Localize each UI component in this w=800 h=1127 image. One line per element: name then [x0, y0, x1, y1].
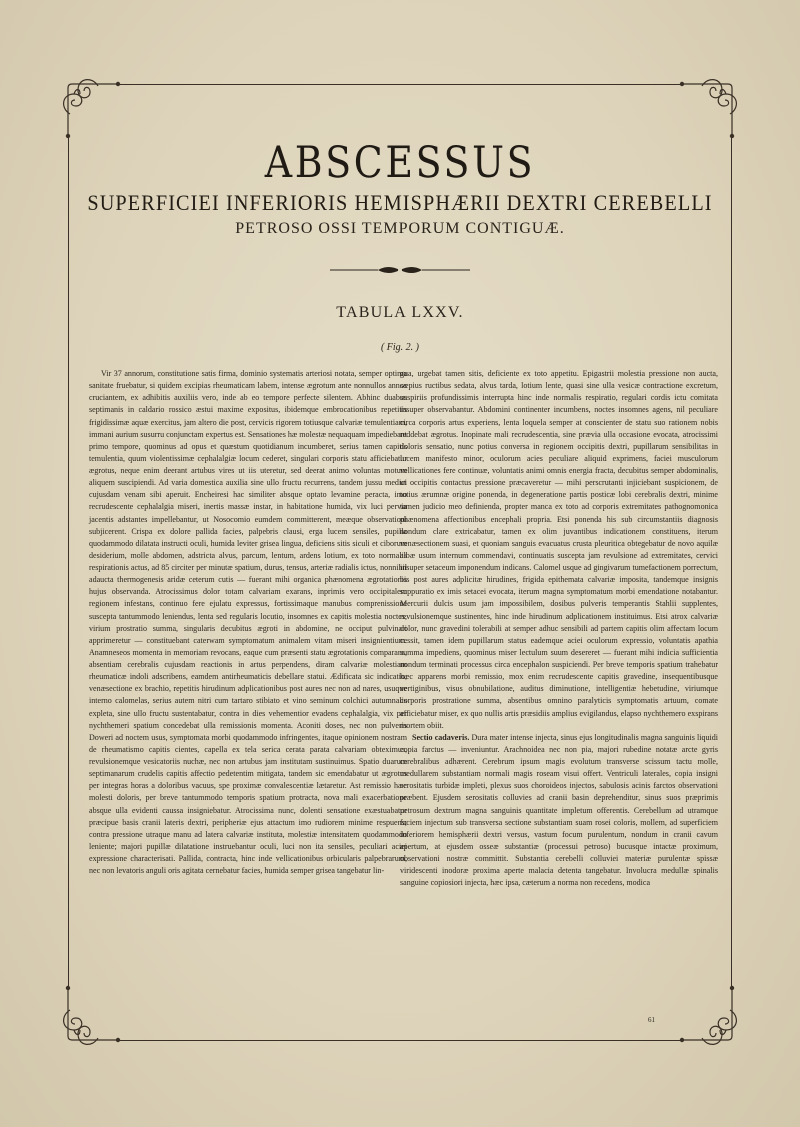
- body-paragraph-continued: gua, urgebat tamen sitis, deficiente ex toto appetitu. Epigastrii molestia pressione non aucta, sæpius ructibus sedata, alvus tarda, lotium lente, quasi sine ulla vesicæ contractione excretum, suspiriis profundissimis interrupta hinc inde normalis respiratio, regulari cordis ictu comitata insuper observabantur. Abdomini continenter incumbens, noctes insomnes agens, nil peculiare circa corporis artus experiens, lenta loquela semper at conscienter de statu suo rationem nobis reddebat ægrotus. Inopinate mali recrudescentia, sine prævia ulla occasione evocata, atrocissimi doloris sensatio, nunc potius conversa in regionem occipitis dextri, pupillarum sensibilitas in lucem manifesto minor, oculorum acies peculiare aliquid exprimens, faciei musculorum vellicationes fere continuæ, voluntatis animi omnis energia fracta, decubitus semper abdominalis, ut occipitis contactus pressione præcaveretur — mihi perscrutanti injiciebant suspicionem, de totius ærumnæ origine ponenda, in degeneratione partis posticæ lobi cerebralis dextri, minime tamen judicio meo definienda, propter manca ex toto ad corporis extremitates pathognomonica phænomena affectionibus encephali propria. Etsi ponenda his sub circumstantiis diagnosis nondum clare extricabatur, tamen ex olim juvantibus indicationem constituens, iterum venæsectionem suasi, et quoniam sanguis evacuatus crusta pleuritica obtegebatur de novo aquilæ albæ usum internum commendavi, continuatis suscepta jam revulsione ad extremitates, cervici insuper setaceum imponendum indicans. Calomel usque ad gingivarum tumefactionem porrectum, bis post aures adplicitæ hirudines, frigida epithemata calvariæ imposita, tandemque insignis suppuratio ex imis setacei evocata, iterum magna symptomatum morbi emendatione notabantur. Mercurii dulcis usum jam impossibilem, dosibus pulveris temperantis Stahlii supplentes, revulsionemque sustinentes, hinc inde hirudinum adplicationem instituimus. Etsi atrox calvariæ dolor, nunc gravedini tolerabili at semper adhuc sensibili ad partem capitis olim affectam locum cessit, tamen idem pupillarum status eademque aciei oculorum expressio, voluntatis apathia summa impediens, quominus miser lectulum suum desereret — fuerant mihi indicia sufficientia nondum terminati processus circa encephalon suspiciendi. Per breve temporis spatium trahebatur hæc apparens morbi remissio, mox enim recrudescente capitis gravedine, insequentibusque vertiginibus, visus obnubilatione, auditus diminutione, intelligentiæ hebetudine, viriumque corporis prostratione summa, absentibus omnino paralyticis symptomatis artuum, comate afficiebatur miser, ex quo nullis artis præsidiis amplius evigilandus, elapso nychthemero exspirans mortem obiit.: [400, 369, 718, 730]
- body-paragraph: Vir 37 annorum, constitutione satis firma, dominio systematis arteriosi notata, semper optima sanitate fruebatur, si quidem excipias rheumaticam labem, intense ægrotum ante nonnullos annos cruciantem, ex adhibitis auxiliis vero, inde ab eo tempore perfecte silentem. Abhinc duabus septimanis in caldario rossico æstui maxime expositus, ibidemque embrocationibus repetitis frigidissimæ aquæ exercitus, jam altero die post, cervicis rigorem totiusque calvariæ temulentiam, immani aurium susurru conjunctam expertus est. Sensationes hæ molestæ nequaquam impediebant primo tempore, quominus ad opus et quæstum quotidianum incumberet, serius tamen capitis temulentia, quum violentissimæ cephalalgiæ locum cederet, singulari corporis statu afficiebatur ægrotus, neque enim deerant artubus vires ut iis uteretur, sed deerat animo voluntas motum aliquem suscipiendi. Ad varia domestica auxilia sine ullo fructu recurrens, tandem jussu medici cujusdam venam sibi aperuit. Encheiresi hac similiter absque optato levamine peracta, imo recrudescente cephalalgia miseri, inertis massæ instar, in habitatione humida, vix luci pervia jacentis adstantes impellebantur, ut Nosocomio eumdem committerent, meæque observationi subjicerent. Crispa ex dolore pallida facies, palpebris clausi, erga lucem sensiles, pupilla quodammodo dilatata instructi oculi, humida leviter grisea lingua, deficiens sitis siculi et ciborum desiderium, molle abdomen, adstricta alvus, parcum, lentum, ardens lotium, ex toto normalis respirationis actus, ad 85 circiter per minutæ spatium, durus, tensus, arteriæ radialis ictus, nonnihil adaucta thermogenesis aridæ ceterum cutis — fuerant mihi organica phænomena ægrotationis hujus observanda. Atrocissimus dolor totam calvariam exarans, inprimis vero occipitalem regionem infestans, continuo fere ejulatu expressus, fortissimaque manubus comprenissione suscepta tantummodo leniendus, lenta sed regularis locutio, insomnes ex capitis molestia noctes, virium prostratio summa, singularis decubitus ægroti in abdomine, ne occiput pulvinari apprimeretur — constituebant caterwam symptomatum animalem vitam miseri insignientium. Anamneseos momenta in memoriam revocans, eaque cum præsenti statu ægrotationis comparans, absentiam cerebralis cujusdam reactionis in artus perpendens, diram calvariæ molestiam rheumaticæ indoli adscribens, eamdem antirheumaticis debellare statui. Ædificata sic indicatio, venæsectione ex brachio, repetitis hirudinum adplicationibus post aures nec non ad nares, usuque interno calomelas, serius autem nitri cum tartaro stibiato et vino seminum colchici autumnalis expleta, sine ullo fructu sustentabatur, contra in dies vehementior evadens cephalalgia, vix per nychthemeri spatium concedebat ulla remissionis momenta. Aconiti doses, nec non pulveris Doweri ad noctem usus, symptomata morbi quodammodo infringentes, itaque opinionem nostram de rheumatismo capitis cientes, capella ex tela serica cerata parata calvariam obteximus, revulsionemque vesicatoriis nuchæ, nec non artubus jam institutam sustinuimus. Spatio duarum septimanarum crudelis capitis affectio pedetentim mitigata, tandem sic emendabatur ut ægrotus per integras horas a doloribus vacuus, spe proximæ convalescentiæ lætaretur. Ast remissio hæc molesti doloris, per breve tantummodo temporis spatium protracta, nova mali exacerbatione absque ulla evidenti caussa insigniebatur. Atrocissima nunc, dolenti sensatione exæstuabatur præcipue basis cranii lateris dextri, peripheriæ ejus attactum imo rudiorem minime respuens; contra pressione utraque manu ad latera calvariæ instituta, molestiæ intensitatem quodammodo leniente; majori pupillæ dilatatione instruebantur oculi, luci non ita sensiles, peculiari aciei expressione characterisati. Pallida, contracta, hinc inde vellicationibus orbicularis palpebrarum, nec non levatoris anguli oris agitata cernebatur facies, humida semper grisea tangebatur lin-: [89, 369, 408, 876]
- corner-ornament-bottom-right: [672, 980, 742, 1050]
- corner-ornament-top-left: [58, 74, 128, 144]
- plate-number: TABULA LXXV.: [336, 304, 464, 321]
- figure-reference: ( Fig. 2. ): [380, 342, 420, 353]
- frame-left-line: [68, 136, 69, 990]
- frame-right-line: [731, 136, 732, 990]
- page-number: 61: [648, 1016, 655, 1024]
- text-column-right: [400, 368, 718, 889]
- page-title: ABSCESSUS: [264, 138, 536, 188]
- page-subtitle-secondary: PETROSO OSSI TEMPORUM CONTIGUÆ.: [235, 220, 565, 237]
- frame-bottom-line: [118, 1040, 682, 1041]
- frame-top-line: [118, 84, 682, 85]
- section-text: Dura mater intense injecta, sinus ejus longitudinalis magna sanguinis liquidi copia farctus — inveniuntur. Arachnoidea nec non pia, majori rubedine notatæ arcte gyris cerebralibus adhærent. Cerebrum ipsum magis evolutum transverse scissum tactu molle, medullarem substantiam normali magis roseam visui offert. Ventriculi laterales, copia insigni serositatis turbidæ impleti, plexus suos choroideos injectos, sabulosis acinis farctos observationi præbent. Ejusdem serositatis colluvies ad cranii basin deprehenditur, sinus suos præprimis petrosum dextrum magna sanguinis quantitate impletum offerentis. Cerebellum ad utramque faciem injectum sub transversa sectione substantiam suam rosei coloris, mollem, ad superficiem inferiorem hemisphærii dextri versus, vastum focum purulentum, nondum in cranii cavum apertum, at ejusdem osseæ substantiæ (processui petroso) bucusque intactæ proximum, observationi nostræ committit. Substantia cerebelli colluviei materiæ purulentæ spissæ viridescenti inodoræ proxima aperte malacia detenta tangebatur. Involucra medullæ spinalis sanguine copiosiori injecta, hæc ipsa, cæterum a norma non recedens, modica: [400, 732, 718, 888]
- divider-ornament-icon: [330, 264, 470, 276]
- corner-ornament-bottom-left: [58, 980, 128, 1050]
- section-paragraph: [400, 732, 718, 890]
- section-label: Sectio cadaveris.: [412, 732, 470, 742]
- corner-ornament-top-right: [672, 74, 742, 144]
- page-subtitle: SUPERFICIEI INFERIORIS HEMISPHÆRII DEXTRI CEREBELLI: [87, 190, 713, 215]
- text-column-left: [89, 368, 407, 877]
